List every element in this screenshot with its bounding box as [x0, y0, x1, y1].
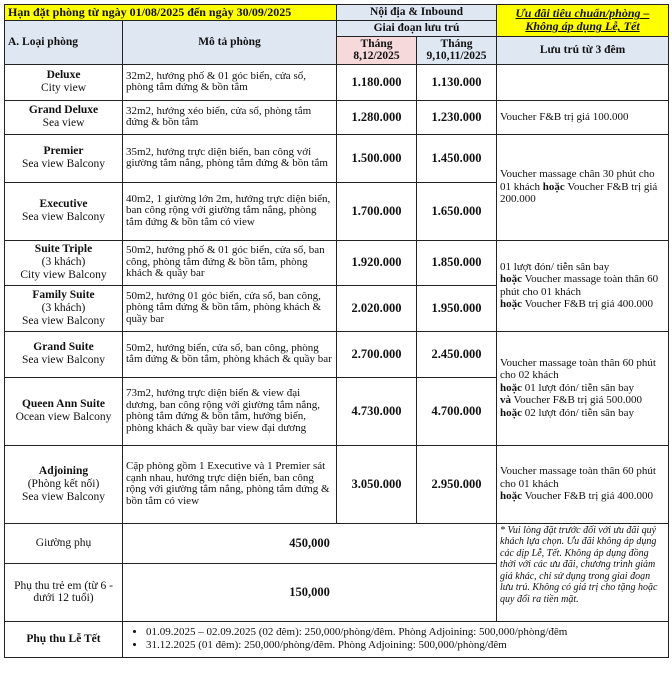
table-row [5, 64, 669, 100]
price-month-b: 1.950.000 [417, 285, 497, 331]
extra-bed-label: Giường phụ [5, 523, 123, 563]
table-row [5, 331, 669, 377]
holiday-item: • 01.09.2025 – 02.09.2025 (02 đêm): 250,000/phòng/đêm. Phòng Adjoining: 500,000/phòng/đêm [146, 626, 665, 639]
price-month-a: 1.500.000 [337, 134, 417, 182]
price-month-b: 4.700.000 [417, 377, 497, 445]
room-description: 32m2, hướng xéo biển, cửa sổ, phòng tắm đứng & bồn tắm [123, 100, 337, 134]
offer-massage-2-guests: Voucher massage toàn thân 60 phút cho 02 khách hoặc 01 lượt đón/ tiễn sân bay và Voucher F&B trị giá 500.000 hoặc 02 lượt đón/ tiễn sân bay [497, 331, 669, 445]
price-month-a: 2.020.000 [337, 285, 417, 331]
holiday-surcharge-details [123, 621, 669, 657]
offer-empty [497, 64, 669, 100]
table-row [5, 134, 669, 182]
room-description: 50m2, hướng phố & 01 góc biển, cửa sổ, ban công, phòng tắm đứng & bồn tắm, phòng khách & quầy bar [123, 240, 337, 285]
room-name: Suite Triple (3 khách) City view Balcony [5, 240, 123, 285]
rate-table [4, 4, 669, 658]
room-description: 35m2, hướng trực diện biển, ban công với giường tắm nắng, phòng tắm đứng & bồn tắm [123, 134, 337, 182]
price-month-b: 1.450.000 [417, 134, 497, 182]
price-month-a: 1.920.000 [337, 240, 417, 285]
room-name: Executive Sea view Balcony [5, 182, 123, 240]
price-month-b: 2.450.000 [417, 331, 497, 377]
stay-period-header: Giai đoạn lưu trú [337, 21, 497, 37]
terms-note: * Vui lòng đặt trước đối với ưu đãi quý khách lựa chọn. Ưu đãi không áp dụng các dịp Lễ, Tết. Không áp dụng đồng thời với các ưu đãi, chương trình giảm giá khác, chỉ sử dụng trong giai đoạn lưu trú. Không có giá trị cho tặng hoặc quy đổi ra tiền mặt. [497, 523, 669, 621]
price-month-b: 1.130.000 [417, 64, 497, 100]
holiday-surcharge-row [5, 621, 669, 657]
offer-massage-30: Voucher massage chân 30 phút cho 01 khách hoặc Voucher F&B trị giá 200.000 [497, 134, 669, 240]
room-description: 40m2, 1 giường lớn 2m, hướng trực diện biển, ban công rộng với giường tắm nắng, phòng tắm đứng & bồn tắm có view [123, 182, 337, 240]
room-name: Grand Deluxe Sea view [5, 100, 123, 134]
price-month-b: 1.650.000 [417, 182, 497, 240]
room-type-header: A. Loại phòng [5, 21, 123, 65]
room-name: Grand Suite Sea view Balcony [5, 331, 123, 377]
price-month-a: 1.280.000 [337, 100, 417, 134]
table-row [5, 240, 669, 285]
room-description: Cặp phòng gồm 1 Executive và 1 Premier sát cạnh nhau, hướng trực diện biển, ban công rộng với giường tắm nắng, phòng tắm đứng & bồn tắm có view [123, 445, 337, 523]
market-header: Nội địa & Inbound [337, 5, 497, 21]
room-name: Premier Sea view Balcony [5, 134, 123, 182]
room-name: Queen Ann Suite Ocean view Balcony [5, 377, 123, 445]
price-month-a: 1.180.000 [337, 64, 417, 100]
month-b-header: Tháng 9,10,11/2025 [417, 36, 497, 64]
extra-bed-price: 450,000 [123, 523, 497, 563]
booking-validity: Hạn đặt phòng từ ngày 01/08/2025 đến ngày 30/09/2025 [5, 5, 337, 21]
offer-voucher-100: Voucher F&B trị giá 100.000 [497, 100, 669, 134]
description-header: Mô tả phòng [123, 21, 337, 65]
price-month-b: 2.950.000 [417, 445, 497, 523]
room-description: 73m2, hướng trực diện biển & view đại dương, ban công rộng với giường tắm nắng, phòng tắm đứng & bồn tắm, hướng biển, phòng khách & quầy bar view đại dương [123, 377, 337, 445]
min-stay-header: Lưu trú từ 3 đêm [497, 36, 669, 64]
offer-airport-transfer: 01 lượt đón/ tiễn sân bay hoặc Voucher massage toàn thân 60 phút cho 01 khách hoặc Voucher F&B trị giá 400.000 [497, 240, 669, 331]
offer-title: Ưu đãi tiêu chuẩn/phòng – Không áp dụng Lễ, Tết [497, 5, 669, 37]
table-row [5, 445, 669, 523]
room-description: 50m2, hướng biển, cửa sổ, ban công, phòng tắm đứng & bồn tắm, phòng khách & quầy bar [123, 331, 337, 377]
room-name: Deluxe City view [5, 64, 123, 100]
price-month-a: 4.730.000 [337, 377, 417, 445]
holiday-item: • 31.12.2025 (01 đêm): 250,000/phòng/đêm. Phòng Adjoining: 500,000/phòng/đêm [146, 639, 665, 652]
extra-bed-row [5, 523, 669, 563]
holiday-surcharge-label: Phụ thu Lễ Tết [5, 621, 123, 657]
price-month-a: 3.050.000 [337, 445, 417, 523]
room-name: Family Suite (3 khách) Sea view Balcony [5, 285, 123, 331]
price-month-a: 1.700.000 [337, 182, 417, 240]
price-month-a: 2.700.000 [337, 331, 417, 377]
room-description: 32m2, hướng phố & 01 góc biển, cửa sổ, phòng tắm đứng & bồn tắm [123, 64, 337, 100]
room-name: Adjoining (Phòng kết nối) Sea view Balcony [5, 445, 123, 523]
price-month-b: 1.850.000 [417, 240, 497, 285]
room-description: 50m2, hướng 01 góc biển, cửa sổ, ban công, phòng tắm đứng & bồn tắm, phòng khách & quầy bar [123, 285, 337, 331]
child-surcharge-label: Phụ thu trẻ em (từ 6 - dưới 12 tuổi) [5, 563, 123, 621]
month-a-header: Tháng 8,12/2025 [337, 36, 417, 64]
child-surcharge-price: 150,000 [123, 563, 497, 621]
table-row [5, 100, 669, 134]
price-month-b: 1.230.000 [417, 100, 497, 134]
offer-adjoining: Voucher massage toàn thân 60 phút cho 01 khách hoặc Voucher F&B trị giá 400.000 [497, 445, 669, 523]
